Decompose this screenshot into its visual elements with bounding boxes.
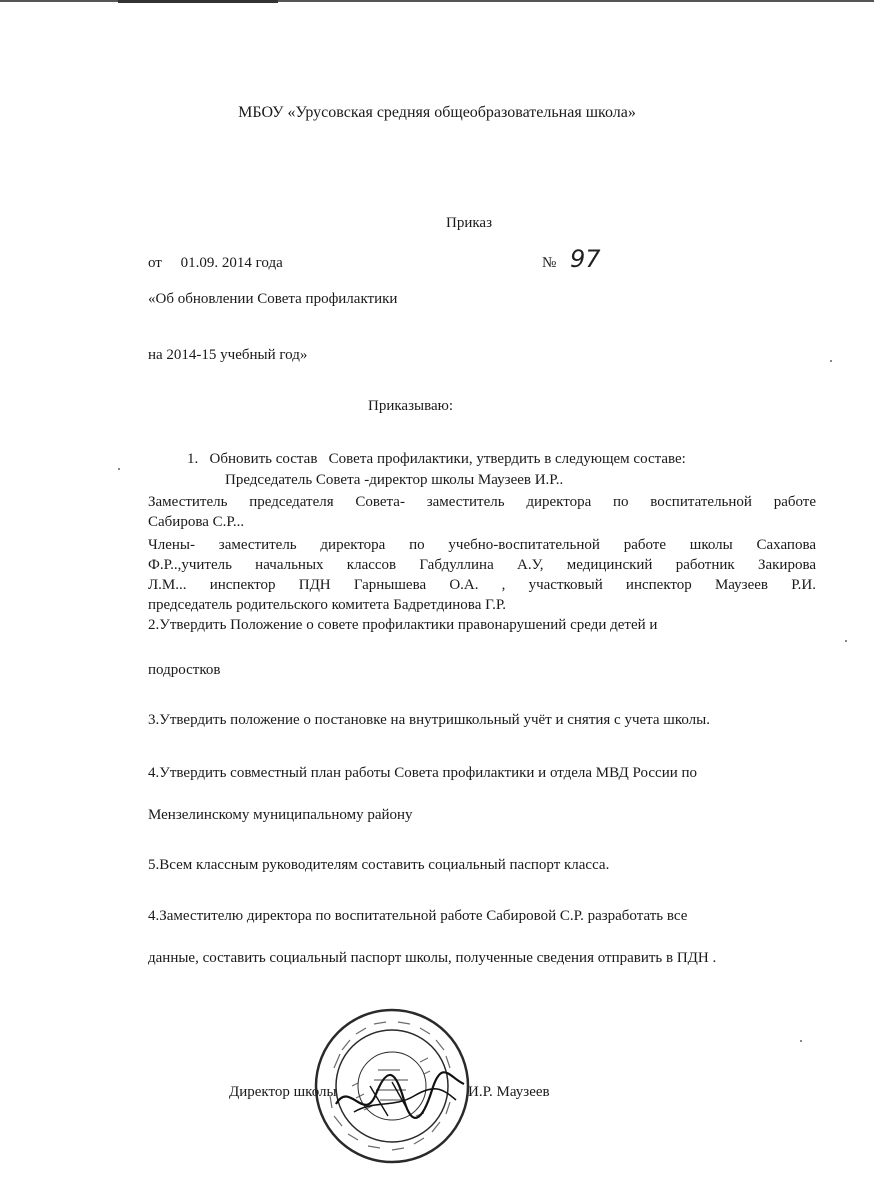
item1-line1: 1. Обновить состав Совета профилактики, утвердить в следующем составе: <box>187 451 686 467</box>
scan-mark <box>118 0 278 3</box>
subject-line-1: «Об обновлении Совета профилактики <box>148 291 398 307</box>
handwritten-number: 97 <box>570 245 601 273</box>
order-word: Приказываю: <box>368 398 453 414</box>
scan-speck <box>118 468 120 470</box>
scan-speck <box>800 1040 802 1042</box>
date-line: от 01.09. 2014 года <box>148 255 283 271</box>
deputy-line1: Заместитель председателя Совета- заместитель директора по воспитательной работе <box>148 494 816 510</box>
scan-speck <box>845 640 847 642</box>
members-line4: председатель родительского комитета Бадретдинова Г.Р. <box>148 597 507 613</box>
item1-line2: Председатель Совета -директор школы Маузеев И.Р.. <box>225 472 564 488</box>
item4-line1: 4.Утвердить совместный план работы Совета профилактики и отдела МВД России по <box>148 765 698 781</box>
scan-speck <box>830 360 832 362</box>
item3: 3.Утвердить положение о постановке на внутришкольный учёт и снятия с учета школы. <box>148 712 710 728</box>
item2-line2: подростков <box>148 662 221 678</box>
doc-type: Приказ <box>446 215 493 231</box>
institution-title: МБОУ «Урусовская средняя общеобразовательная школа» <box>238 104 636 121</box>
deputy-line2: Сабирова С.Р... <box>148 514 245 530</box>
item5: 5.Всем классным руководителям составить социальный паспорт класса. <box>148 857 610 873</box>
item4-line2: Мензелинскому муниципальному району <box>148 807 413 823</box>
subject-line-2: на 2014-15 учебный год» <box>148 347 308 363</box>
item2-line1: 2.Утвердить Положение о совете профилактики правонарушений среди детей и <box>148 617 658 633</box>
item6-line1: 4.Заместителю директора по воспитательной работе Сабировой С.Р. разработать все <box>148 908 688 924</box>
members-line1: Члены- заместитель директора по учебно-воспитательной работе школы Сахапова <box>148 537 816 553</box>
members-line2: Ф.Р..,учитель начальных классов Габдуллина А.У, медицинский работник Закирова <box>148 557 816 573</box>
director-signature <box>330 1060 470 1130</box>
number-label: № <box>542 255 557 271</box>
director-name: И.Р. Маузеев <box>468 1084 550 1100</box>
item6-line2: данные, составить социальный паспорт школы, полученные сведения отправить в ПДН . <box>148 950 717 966</box>
members-line3: Л.М... инспектор ПДН Гарнышева О.А. , участковый инспектор Маузеев Р.И. <box>148 577 816 593</box>
signature-label: Директор школы <box>229 1084 337 1100</box>
